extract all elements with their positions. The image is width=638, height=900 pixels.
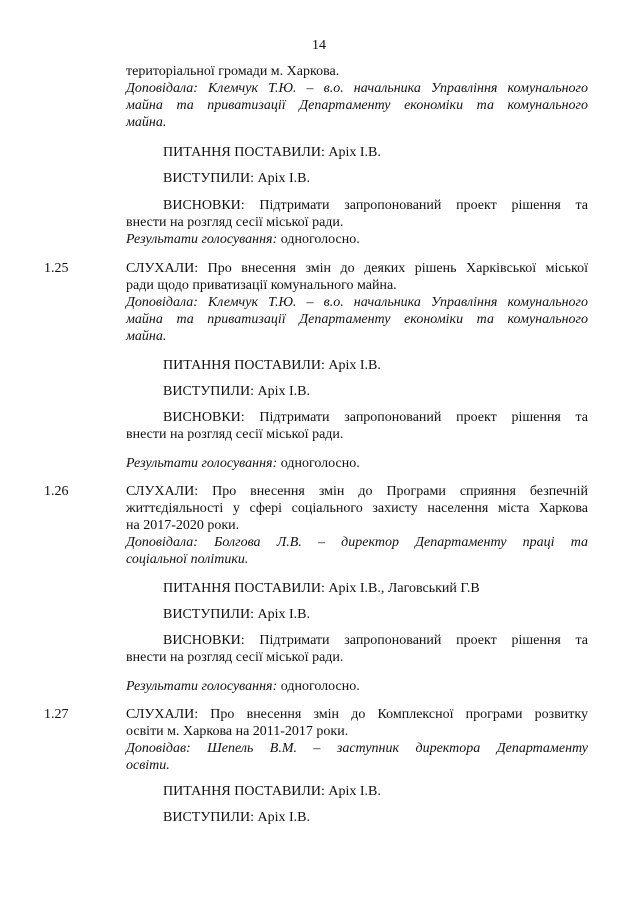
item-heard-line-3: на 2017-2020 роки. xyxy=(126,518,240,533)
item-vote-label: Результати голосування: xyxy=(126,679,278,694)
item-conclusions-line-1: ВИСНОВКИ: Підтримати запропонований проект рішення та xyxy=(163,410,588,425)
item-heard-line-1: СЛУХАЛИ: Про внесення змін до Комплексної програми розвитку xyxy=(126,707,588,722)
intro-spoke xyxy=(126,170,588,187)
item-spoke-line: ВИСТУПИЛИ: Аріх І.В. xyxy=(163,607,310,622)
item-speaker-line-1 xyxy=(126,740,588,757)
item-questions-line: ПИТАННЯ ПОСТАВИЛИ: Аріх І.В. xyxy=(163,784,381,799)
item-number: 1.27 xyxy=(44,707,69,722)
intro-conclusions xyxy=(126,197,588,231)
intro-vote-label: Результати голосування: xyxy=(126,232,278,247)
intro-heard-continuation xyxy=(126,63,588,80)
item-spoke xyxy=(126,606,588,623)
item-speaker-label: Доповідала: xyxy=(126,295,198,310)
item-questions xyxy=(126,580,588,597)
item-speaker-line-2: соціальної політики. xyxy=(126,552,249,567)
item-speaker xyxy=(126,740,588,774)
item-speaker-line-2: освіти. xyxy=(126,758,170,773)
item-speaker-text-1: Клемчук Т.Ю. – в.о. начальника Управління комунального xyxy=(197,295,588,310)
intro-conclusions-line-1: ВИСНОВКИ: Підтримати запропонований проект рішення та xyxy=(163,198,588,213)
item-conclusions-line-2: внести на розгляд сесії міської ради. xyxy=(126,427,344,442)
intro-spoke-line: ВИСТУПИЛИ: Аріх І.В. xyxy=(163,171,310,186)
intro-conclusions-line-2: внести на розгляд сесії міської ради. xyxy=(126,215,344,230)
item-conclusions xyxy=(126,632,588,666)
item-speaker-label: Доповідала: xyxy=(126,535,198,550)
item-number: 1.25 xyxy=(44,261,69,276)
intro-speaker-line-3: майна. xyxy=(126,115,167,130)
item-spoke-line: ВИСТУПИЛИ: Аріх І.В. xyxy=(163,384,310,399)
item-speaker xyxy=(126,534,588,568)
item-heard xyxy=(126,706,588,740)
item-vote-line xyxy=(126,678,588,695)
intro-vote-value: одноголосно. xyxy=(277,232,360,247)
item-heard-line-1: СЛУХАЛИ: Про внесення змін до деяких рішень Харківської міської xyxy=(126,261,588,276)
item-speaker-text-1: Шепель В.М. – заступник директора Департаменту xyxy=(190,741,588,756)
item-speaker xyxy=(126,294,588,345)
item-questions-line: ПИТАННЯ ПОСТАВИЛИ: Аріх І.В., Лаговський Г.В xyxy=(163,581,480,596)
item-questions-line: ПИТАННЯ ПОСТАВИЛИ: Аріх І.В. xyxy=(163,358,381,373)
item-speaker-line-1 xyxy=(126,294,588,311)
item-heard-line-2: освіти м. Харкова на 2011-2017 роки. xyxy=(126,724,349,739)
item-vote xyxy=(126,678,588,695)
intro-vote xyxy=(126,231,588,248)
item-vote-label: Результати голосування: xyxy=(126,456,278,471)
item-vote-value: одноголосно. xyxy=(277,456,360,471)
item-heard-line-2: ради щодо приватизації комунального майна. xyxy=(126,278,397,293)
item-questions xyxy=(126,783,588,800)
item-heard-line-1: СЛУХАЛИ: Про внесення змін до Програми сприяння безпечній xyxy=(126,484,588,499)
intro-speaker xyxy=(126,80,588,131)
item-speaker-line-1 xyxy=(126,534,588,551)
intro-heard-line: територіальної громади м. Харкова. xyxy=(126,64,340,79)
item-vote-line xyxy=(126,455,588,472)
intro-questions-line: ПИТАННЯ ПОСТАВИЛИ: Аріх І.В. xyxy=(163,145,381,160)
item-conclusions-line-2: внести на розгляд сесії міської ради. xyxy=(126,650,344,665)
item-conclusions-line-1: ВИСНОВКИ: Підтримати запропонований проект рішення та xyxy=(163,633,588,648)
item-speaker-line-3: майна. xyxy=(126,329,167,344)
item-conclusions xyxy=(126,409,588,443)
intro-speaker-label: Доповідала: xyxy=(126,81,198,96)
page-number: 14 xyxy=(312,38,326,53)
item-spoke xyxy=(126,383,588,400)
item-heard xyxy=(126,260,588,294)
intro-speaker-line-2: майна та приватизації Департаменту економіки та комунального xyxy=(126,98,588,113)
intro-questions xyxy=(126,144,588,161)
item-spoke-line: ВИСТУПИЛИ: Аріх І.В. xyxy=(163,810,310,825)
intro-speaker-text-1: Клемчук Т.Ю. – в.о. начальника Управління комунального xyxy=(197,81,588,96)
intro-speaker-line-1 xyxy=(126,80,588,97)
item-heard-line-2: життєдіяльності у сфері соціального захисту населення міста Харкова xyxy=(126,501,588,516)
item-heard xyxy=(126,483,588,534)
item-speaker-line-2: майна та приватизації Департаменту економіки та комунального xyxy=(126,312,588,327)
item-speaker-label: Доповідав: xyxy=(126,741,191,756)
item-speaker-text-1: Болгова Л.В. – директор Департаменту праці та xyxy=(197,535,588,550)
item-spoke xyxy=(126,809,588,826)
item-number: 1.26 xyxy=(44,484,69,499)
item-vote-value: одноголосно. xyxy=(277,679,360,694)
item-vote xyxy=(126,455,588,472)
intro-vote-line xyxy=(126,231,588,248)
item-questions xyxy=(126,357,588,374)
